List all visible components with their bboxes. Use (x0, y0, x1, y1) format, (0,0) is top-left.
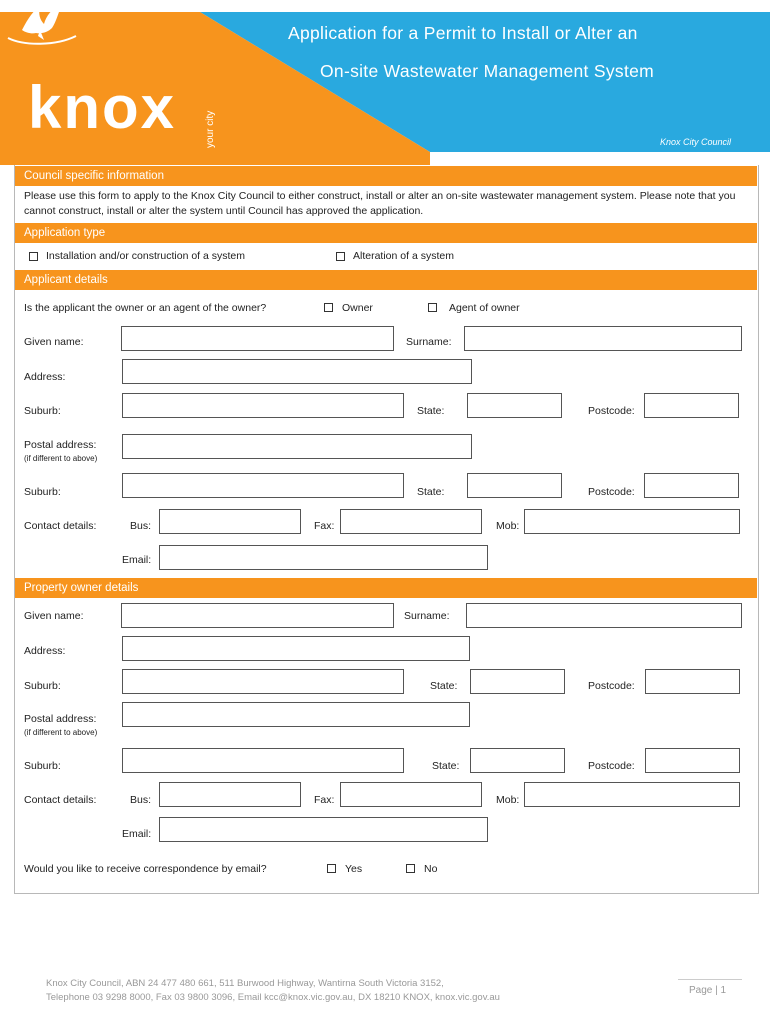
owner-fax-label: Fax: (314, 794, 335, 806)
footer-line-2: Telephone 03 9298 8000, Fax 03 9800 3096, Email kcc@knox.vic.gov.au, DX 18210 KNOX, knox.vic.gov.au (46, 992, 500, 1003)
owner-suburb-field[interactable] (122, 669, 404, 694)
owner-postcode-field[interactable] (645, 669, 740, 694)
owner-bus-field[interactable] (159, 782, 301, 807)
owner-postcode-label: Postcode: (588, 680, 635, 692)
email-no-label: No (424, 863, 438, 875)
applicant-surname-label: Surname: (406, 336, 452, 348)
owner-fax-field[interactable] (340, 782, 482, 807)
page-header (0, 0, 770, 165)
email-correspondence-question: Would you like to receive correspondence by email? (24, 863, 267, 875)
applicant-postal-state-label: State: (417, 486, 445, 498)
owner-postal-note: (if different to above) (24, 728, 98, 737)
alteration-checkbox[interactable] (336, 252, 345, 261)
owner-postal-suburb-field[interactable] (122, 748, 404, 773)
property-owner-heading: Property owner details (15, 578, 757, 598)
page-number: Page | 1 (689, 985, 727, 996)
applicant-suburb-field[interactable] (122, 393, 404, 418)
owner-email-field[interactable] (159, 817, 488, 842)
applicant-details-heading: Applicant details (15, 270, 757, 290)
council-info-heading: Council specific information (15, 166, 757, 186)
owner-postal-state-label: State: (432, 760, 460, 772)
owner-given-name-field[interactable] (121, 603, 394, 628)
applicant-postal-suburb-label: Suburb: (24, 486, 61, 498)
applicant-postcode-label: Postcode: (588, 405, 635, 417)
applicant-state-label: State: (417, 405, 445, 417)
application-type-heading: Application type (15, 223, 757, 243)
applicant-given-name-label: Given name: (24, 336, 84, 348)
council-name: Knox City Council (660, 137, 732, 147)
applicant-surname-field[interactable] (464, 326, 742, 351)
applicant-mob-field[interactable] (524, 509, 740, 534)
installation-checkbox[interactable] (29, 252, 38, 261)
owner-mob-label: Mob: (496, 794, 520, 806)
applicant-postal-state-field[interactable] (467, 473, 562, 498)
title-line-1: Application for a Permit to Install or Alter an (288, 23, 638, 43)
owner-postal-postcode-label: Postcode: (588, 760, 635, 772)
applicant-postal-suburb-field[interactable] (122, 473, 404, 498)
applicant-address-field[interactable] (122, 359, 472, 384)
applicant-email-field[interactable] (159, 545, 488, 570)
footer-contact (46, 977, 500, 1005)
owner-postal-state-field[interactable] (470, 748, 565, 773)
knox-logo: knox (28, 74, 177, 141)
council-info-text: Please use this form to apply to the Knox City Council to either construct, install or alter an on-site wastewater management system. Please note that you cannot construct, install or alter the system until Council has approved the application. (24, 190, 736, 217)
applicant-agent-checkbox[interactable] (428, 303, 437, 312)
owner-mob-field[interactable] (524, 782, 740, 807)
owner-suburb-label: Suburb: (24, 680, 61, 692)
applicant-fax-field[interactable] (340, 509, 482, 534)
applicant-agent-label: Agent of owner (449, 302, 520, 314)
logo-tagline: your city (205, 110, 216, 148)
page-number-rule (678, 979, 742, 980)
owner-postal-address-field[interactable] (122, 702, 470, 727)
applicant-mob-label: Mob: (496, 520, 520, 532)
alteration-label: Alteration of a system (353, 250, 454, 262)
applicant-postal-note: (if different to above) (24, 454, 98, 463)
owner-address-field[interactable] (122, 636, 470, 661)
email-yes-checkbox[interactable] (327, 864, 336, 873)
applicant-owner-label: Owner (342, 302, 373, 314)
applicant-address-label: Address: (24, 371, 66, 383)
owner-postal-postcode-field[interactable] (645, 748, 740, 773)
applicant-postcode-field[interactable] (644, 393, 739, 418)
applicant-fax-label: Fax: (314, 520, 335, 532)
applicant-postal-address-field[interactable] (122, 434, 472, 459)
title-line-2: On-site Wastewater Management System (320, 61, 655, 81)
footer-line-1: Knox City Council, ABN 24 477 480 661, 511 Burwood Highway, Wantirna South Victoria 3152, (46, 978, 444, 989)
applicant-postal-postcode-field[interactable] (644, 473, 739, 498)
owner-given-name-label: Given name: (24, 610, 84, 622)
applicant-given-name-field[interactable] (121, 326, 394, 351)
owner-surname-label: Surname: (404, 610, 450, 622)
owner-bus-label: Bus: (130, 794, 152, 806)
email-yes-label: Yes (345, 863, 363, 875)
applicant-postal-postcode-label: Postcode: (588, 486, 635, 498)
owner-contact-label: Contact details: (24, 794, 97, 806)
owner-surname-field[interactable] (466, 603, 742, 628)
installation-label: Installation and/or construction of a system (46, 250, 246, 262)
council-bird-logo-icon (0, 0, 84, 56)
owner-postal-suburb-label: Suburb: (24, 760, 61, 772)
applicant-email-label: Email: (122, 554, 152, 566)
applicant-bus-field[interactable] (159, 509, 301, 534)
email-no-checkbox[interactable] (406, 864, 415, 873)
owner-or-agent-question: Is the applicant the owner or an agent of the owner? (24, 302, 267, 314)
applicant-bus-label: Bus: (130, 520, 152, 532)
owner-state-field[interactable] (470, 669, 565, 694)
applicant-postal-address-label: Postal address: (24, 439, 97, 451)
applicant-state-field[interactable] (467, 393, 562, 418)
applicant-suburb-label: Suburb: (24, 405, 61, 417)
owner-postal-address-label: Postal address: (24, 713, 97, 725)
owner-state-label: State: (430, 680, 458, 692)
applicant-contact-label: Contact details: (24, 520, 97, 532)
owner-address-label: Address: (24, 645, 66, 657)
owner-email-label: Email: (122, 828, 152, 840)
applicant-owner-checkbox[interactable] (324, 303, 333, 312)
